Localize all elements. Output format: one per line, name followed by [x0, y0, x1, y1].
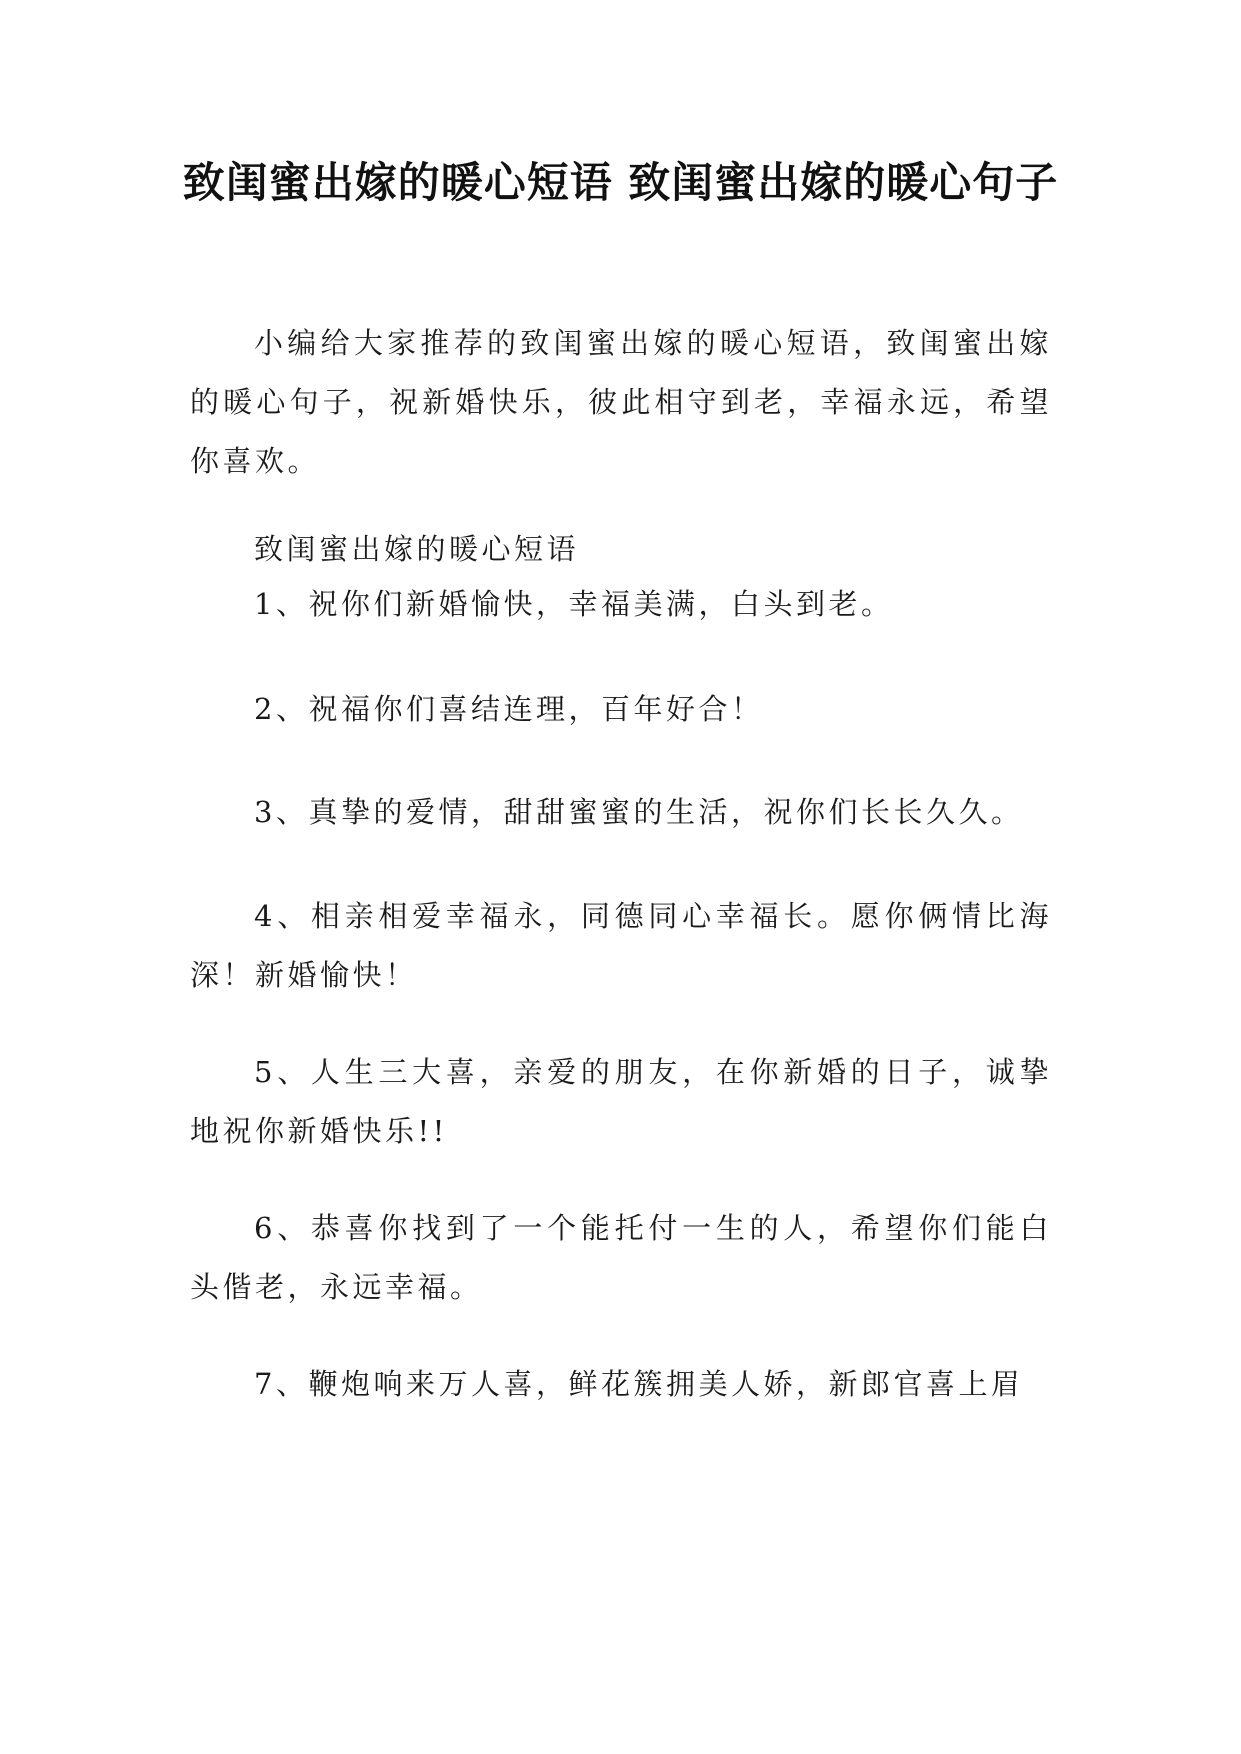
list-item: 7、鞭炮响来万人喜，鲜花簇拥美人娇，新郎官喜上眉 — [254, 1367, 1024, 1401]
document-title: 致闺蜜出嫁的暖心短语 致闺蜜出嫁的暖心句子 — [182, 158, 1059, 207]
section-heading: 致闺蜜出嫁的暖心短语 — [254, 532, 580, 566]
list-item: 3、真挚的爱情，甜甜蜜蜜的生活，祝你们长长久久。 — [254, 795, 1024, 829]
intro-paragraph: 小编给大家推荐的致闺蜜出嫁的暖心短语，致闺蜜出嫁的暖心句子，祝新婚快乐，彼此相守到老，幸福永远，希望你喜欢。 — [190, 326, 1052, 478]
list-item: 6、恭喜你找到了一个能托付一生的人，希望你们能白头偕老，永远幸福。 — [190, 1211, 1052, 1304]
list-item: 2、祝福你们喜结连理，百年好合！ — [254, 692, 764, 726]
list-item: 5、人生三大喜，亲爱的朋友，在你新婚的日子，诚挚地祝你新婚快乐!! — [190, 1055, 1052, 1148]
list-item: 1、祝你们新婚愉快，幸福美满，白头到老。 — [254, 587, 894, 621]
list-item: 4、相亲相爱幸福永，同德同心幸福长。愿你俩情比海深！新婚愉快！ — [190, 899, 1052, 992]
